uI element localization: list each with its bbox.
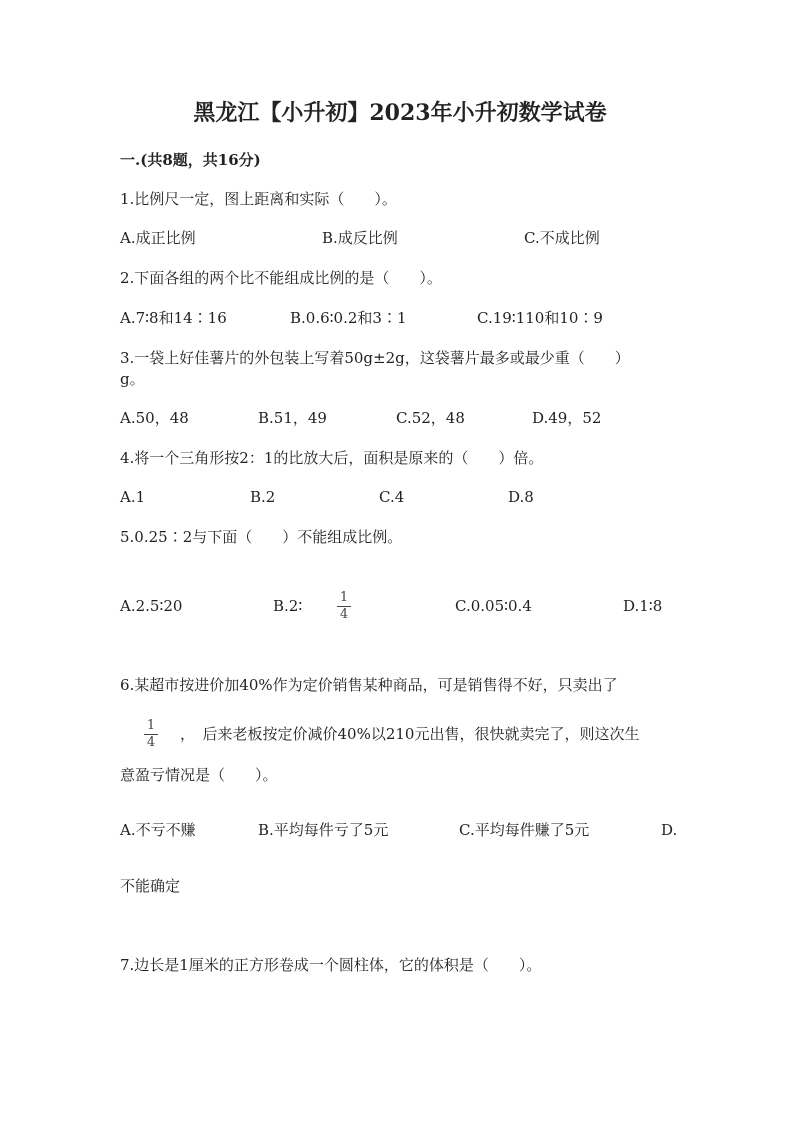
question-1-option-a[interactable]: A.成正比例 — [120, 229, 196, 247]
question-6-stem-end: 意盈亏情况是（ ）。 — [120, 766, 278, 784]
question-4-option-b[interactable]: B.2 — [250, 488, 276, 506]
question-1-stem: 1.比例尺一定，图上距离和实际（ ）。 — [120, 190, 397, 208]
question-6-option-d-text[interactable]: 不能确定 — [120, 877, 181, 895]
question-2-option-b[interactable]: B.0.6∶0.2和3∶1 — [290, 309, 407, 327]
fraction-numerator: 1 — [146, 718, 156, 733]
fraction-denominator: 4 — [339, 607, 349, 622]
question-5-option-d[interactable]: D.1∶8 — [623, 597, 663, 615]
question-5-option-a[interactable]: A.2.5∶20 — [120, 597, 183, 615]
question-3-stem-continued: g。 — [120, 370, 145, 388]
question-4-option-c[interactable]: C.4 — [379, 488, 405, 506]
question-4-option-d[interactable]: D.8 — [508, 488, 534, 506]
question-2-option-a[interactable]: A.7∶8和14∶16 — [120, 309, 227, 327]
fraction-denominator: 4 — [146, 735, 156, 750]
question-5-stem: 5.0.25∶2与下面（ ）不能组成比例。 — [120, 528, 403, 546]
question-2-stem: 2.下面各组的两个比不能组成比例的是（ ）。 — [120, 269, 442, 287]
question-6-stem-continued: ， 后来老板按定价减价40%以210元出售，很快就卖完了，则这次生 — [180, 725, 640, 743]
question-3-option-c[interactable]: C.52，48 — [396, 409, 465, 427]
question-6-fraction — [144, 719, 158, 750]
question-6-option-c[interactable]: C.平均每件赚了5元 — [459, 821, 590, 839]
page-title: 黑龙江【小升初】2023年小升初数学试卷 — [193, 100, 607, 126]
question-1-option-b[interactable]: B.成反比例 — [322, 229, 398, 247]
question-3-stem: 3.一袋上好佳薯片的外包装上写着50g±2g，这袋薯片最多或最少重（ ） — [120, 349, 630, 367]
question-7-stem: 7.边长是1厘米的正方形卷成一个圆柱体，它的体积是（ ）。 — [120, 956, 542, 974]
question-3-option-a[interactable]: A.50，48 — [120, 409, 189, 427]
question-3-option-d[interactable]: D.49，52 — [532, 409, 602, 427]
question-6-option-b[interactable]: B.平均每件亏了5元 — [258, 821, 389, 839]
question-5-option-c[interactable]: C.0.05∶0.4 — [455, 597, 532, 615]
question-3-option-b[interactable]: B.51，49 — [258, 409, 327, 427]
question-4-stem: 4.将一个三角形按2：1的比放大后，面积是原来的（ ）倍。 — [120, 449, 544, 467]
question-4-option-a[interactable]: A.1 — [120, 488, 146, 506]
question-2-option-c[interactable]: C.19∶110和10∶9 — [477, 309, 603, 327]
question-5-option-b-fraction — [337, 591, 351, 622]
question-1-option-c[interactable]: C.不成比例 — [524, 229, 600, 247]
question-6-option-a[interactable]: A.不亏不赚 — [120, 821, 196, 839]
question-6-option-d[interactable]: D. — [661, 821, 678, 839]
question-5-option-b[interactable]: B.2∶ — [273, 597, 303, 615]
section-heading: 一.(共8题，共16分) — [120, 151, 261, 169]
fraction-numerator: 1 — [339, 590, 349, 605]
question-6-stem: 6.某超市按进价加40%作为定价销售某种商品，可是销售得不好，只卖出了 — [120, 676, 618, 694]
